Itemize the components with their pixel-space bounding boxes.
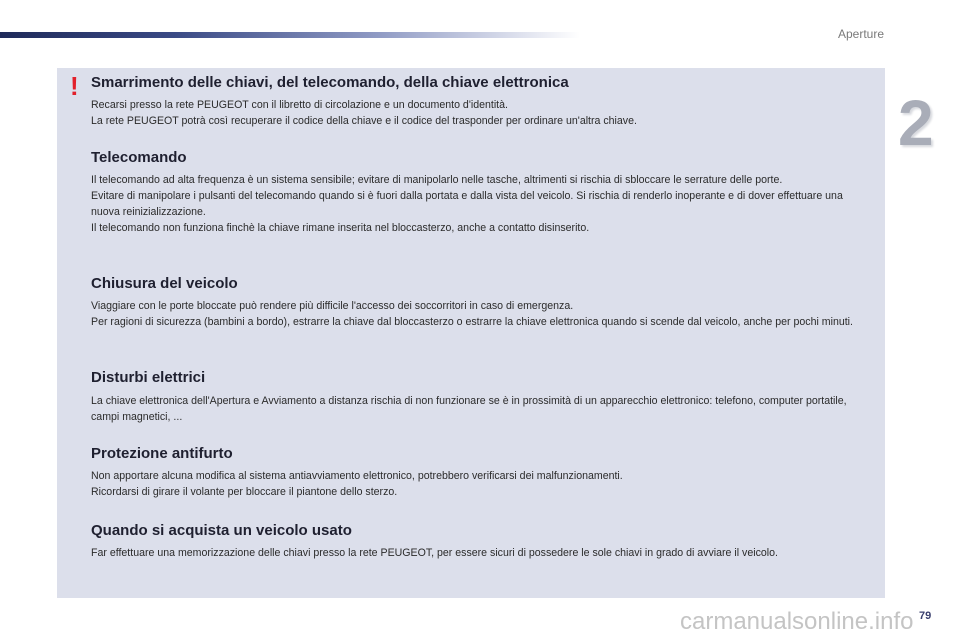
- paragraph: Evitare di manipolare i pulsanti del telecomando quando si è fuori dalla portata e dalla vista del veicolo. Si rischia di renderlo inoperante e di dover effettuare una nuova reinizializzazione.: [91, 190, 843, 218]
- chapter-number: 2: [898, 87, 934, 159]
- section-heading-telecomando: Telecomando: [91, 149, 187, 166]
- paragraph: Far effettuare una memorizzazione delle chiavi presso la rete PEUGEOT, per essere sicuri di possedere le sole chiavi in grado di avviare il veicolo.: [91, 547, 778, 559]
- paragraph: Ricordarsi di girare il volante per bloccare il piantone dello sterzo.: [91, 486, 398, 498]
- main-heading: Smarrimento delle chiavi, del telecomando, della chiave elettronica: [91, 74, 569, 91]
- paragraph: La chiave elettronica dell'Apertura e Avviamento a distanza rischia di non funzionare se è in prossimità di un apparecchio elettronico: telefono, computer portatile, campi magnetici, ...: [91, 395, 847, 423]
- section-heading-antifurto: Protezione antifurto: [91, 445, 233, 462]
- section-heading-veicolo-usato: Quando si acquista un veicolo usato: [91, 522, 352, 539]
- section-label: Aperture: [837, 27, 884, 41]
- paragraph: Il telecomando ad alta frequenza è un sistema sensibile; evitare di manipolarlo nelle tasche, altrimenti si rischia di sbloccare le serrature delle porte.: [91, 174, 783, 186]
- info-panel: [57, 68, 885, 598]
- section-heading-chiusura: Chiusura del veicolo: [91, 275, 238, 292]
- page-number: 79: [919, 610, 932, 622]
- section-body-disturbi: [91, 393, 861, 425]
- paragraph: Non apportare alcuna modifica al sistema antiavviamento elettronico, potrebbero verificarsi dei malfunzionamenti.: [91, 470, 623, 482]
- paragraph: Il telecomando non funziona finchè la chiave rimane inserita nel bloccasterzo, anche a contatto disinserito.: [91, 222, 590, 234]
- section-body-antifurto: [91, 468, 861, 500]
- paragraph: Recarsi presso la rete PEUGEOT con il libretto di circolazione e un documento d'identità.: [91, 99, 508, 111]
- paragraph: Viaggiare con le porte bloccate può rendere più difficile l'accesso dei soccorritori in caso di emergenza.: [91, 300, 574, 312]
- section-heading-disturbi: Disturbi elettrici: [91, 369, 206, 386]
- section-body-telecomando: [91, 172, 861, 236]
- paragraph: Per ragioni di sicurezza (bambini a bordo), estrarre la chiave dal bloccasterzo o estrarre la chiave elettronica quando si scende dal veicolo, anche per pochi minuti.: [91, 316, 853, 328]
- paragraph: La rete PEUGEOT potrà così recuperare il codice della chiave e il codice del trasponder per ordinare un'altra chiave.: [91, 115, 637, 127]
- main-body: [91, 97, 861, 129]
- header-gradient-bar: [0, 32, 580, 38]
- exclamation-icon: !: [70, 71, 79, 101]
- section-body-veicolo-usato: [91, 545, 861, 561]
- section-body-chiusura: [91, 298, 861, 330]
- watermark: carmanualsonline.info: [680, 608, 914, 635]
